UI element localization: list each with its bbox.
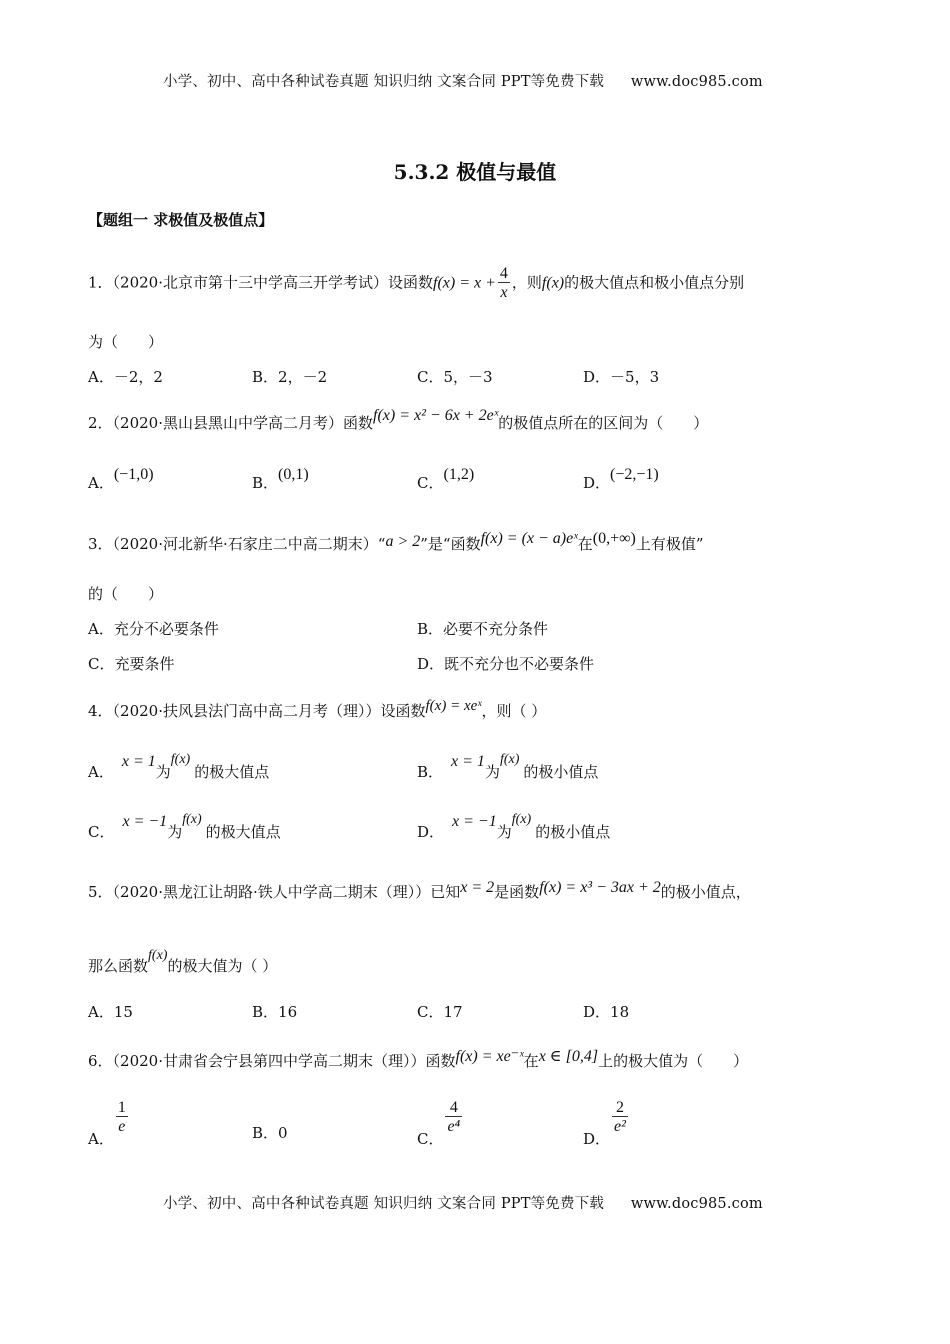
group-heading: 【题组一 求极值及极值点】 [88, 211, 274, 229]
formula: a > 2 [385, 533, 421, 550]
formula: f(x) = x² − 6x + 2eˣ [373, 407, 499, 424]
option-value: (−2,−1) [610, 466, 659, 483]
formula: x = 1 [451, 753, 485, 770]
option-a[interactable]: A．充分不必要条件 [88, 620, 219, 638]
question-6 [88, 1050, 748, 1071]
formula: f(x) = xeˣ [425, 698, 482, 714]
formula: f(x) = (x − a)eˣ [480, 530, 578, 547]
formula: f(x) [182, 812, 202, 827]
formula: f(x) = x³ − 3ax + 2 [539, 879, 661, 896]
option-text: 为 [155, 763, 171, 781]
numerator: 2 [615, 1099, 624, 1116]
question-text: （2020·甘肃省会宁县第四中学高二期末（理））函数 [112, 1052, 456, 1070]
numerator: 4 [499, 265, 508, 282]
option-label: C． [417, 1129, 444, 1148]
question-text: 的极值点所在的区间为（ ） [498, 414, 709, 432]
fraction [445, 1100, 462, 1135]
option-label: D． [417, 823, 445, 841]
question-text: （2020·黑龙江让胡路·铁人中学高二期末（理））已知 [112, 883, 461, 901]
option-text: 的极小值点 [535, 823, 611, 841]
formula: x = −1 [452, 813, 497, 830]
fraction [498, 266, 510, 301]
option-d[interactable] [583, 466, 659, 493]
option-value: (−1,0) [113, 466, 154, 483]
question-text: 在 [523, 1052, 539, 1070]
option-d[interactable]: D．－5，3 [583, 368, 660, 386]
question-1-cont: 为（ ） [88, 333, 164, 351]
formula: f(x) = xe⁻ˣ [455, 1048, 524, 1065]
option-a[interactable] [88, 466, 154, 493]
denominator: e⁴ [447, 1118, 461, 1135]
option-b[interactable] [417, 752, 599, 782]
option-text: 的极小值点 [523, 763, 599, 781]
page-title: 5.3.2 极值与最值 [393, 160, 557, 184]
option-d[interactable] [583, 1099, 630, 1148]
option-c[interactable] [88, 812, 281, 842]
option-label: B． [417, 763, 444, 781]
question-text: 那么函数 [88, 957, 149, 975]
question-number: 6． [88, 1052, 113, 1070]
question-3 [88, 530, 704, 554]
option-label: D． [583, 1129, 611, 1148]
formula: x ∈ [0,4] [538, 1048, 599, 1065]
question-text: 的极大值为（ ） [167, 957, 278, 975]
option-text: 为 [167, 823, 183, 841]
question-text: 上的极大值为（ ） [598, 1052, 749, 1070]
question-number: 1． [88, 273, 113, 292]
formula: f(x) [541, 274, 565, 292]
question-text: 是函数 [494, 883, 540, 901]
option-b[interactable] [252, 466, 309, 493]
question-text: （2020·黑山县黑山中学高二月考）函数 [112, 414, 373, 432]
option-text: 为 [496, 823, 512, 841]
option-value: 0 [278, 1124, 288, 1142]
question-text: 在 [577, 535, 593, 553]
option-label: A． [88, 1129, 114, 1148]
option-b[interactable]: B．16 [252, 1003, 298, 1021]
option-value: (0,1) [278, 466, 309, 483]
formula: x = 1 [121, 753, 156, 770]
option-text: 的极大值点 [194, 763, 270, 781]
header-text: 小学、初中、高中各种试卷真题 知识归纳 文案合同 PPT等免费下载 [163, 74, 605, 90]
option-label: C． [417, 474, 444, 492]
header-site[interactable]: www.doc985.com [630, 74, 763, 90]
page-header [163, 70, 763, 91]
option-text: 的极大值点 [205, 823, 281, 841]
option-b[interactable]: B．必要不充分条件 [417, 620, 549, 638]
option-label: D． [583, 474, 611, 492]
option-a[interactable]: A．－2，2 [88, 368, 163, 386]
option-value: (1,2) [443, 466, 475, 483]
option-d[interactable]: D．18 [583, 1003, 630, 1021]
option-label: A． [88, 474, 114, 492]
question-number: 3． [88, 535, 113, 553]
question-5 [88, 881, 751, 902]
option-b[interactable] [252, 1122, 288, 1143]
question-5-cont [88, 948, 278, 976]
formula: x = 2 [460, 879, 495, 896]
question-text: （2020·北京市第十三中学高三开学考试）设函数 [112, 273, 433, 292]
option-a[interactable] [88, 752, 270, 782]
option-b[interactable]: B．2，－2 [252, 368, 328, 386]
option-d[interactable]: D．既不充分也不必要条件 [417, 655, 595, 673]
denominator: x [498, 282, 510, 301]
option-c[interactable]: C．充要条件 [88, 655, 175, 673]
option-a[interactable] [88, 1099, 130, 1148]
denominator: e [116, 1116, 128, 1135]
question-2 [88, 407, 709, 433]
option-c[interactable]: C．5，－3 [417, 368, 493, 386]
question-text: （2020·河北新华·石家庄二中高二期末）“ [112, 535, 386, 553]
denominator: e² [614, 1118, 626, 1135]
question-number: 4． [88, 702, 113, 720]
option-text: 为 [484, 763, 500, 781]
formula: f(x) [170, 752, 191, 767]
question-number: 5． [88, 883, 113, 901]
formula: f(x) [511, 812, 532, 827]
question-number: 2． [88, 414, 113, 432]
footer-site[interactable]: www.doc985.com [630, 1196, 763, 1212]
formula: f(x) [499, 752, 520, 767]
footer-text: 小学、初中、高中各种试卷真题 知识归纳 文案合同 PPT等免费下载 [163, 1196, 605, 1212]
question-text: 上有极值” [635, 535, 704, 553]
option-label: A． [88, 763, 114, 781]
question-1 [88, 266, 744, 301]
formula: f(x) [148, 948, 168, 963]
question-text: 的极小值点， [660, 883, 751, 901]
formula: f(x) = x + [433, 274, 496, 292]
question-3-cont: 的（ ） [88, 585, 164, 603]
question-text: ”是“函数 [420, 535, 481, 553]
option-d[interactable] [417, 812, 611, 842]
question-text: 的极大值点和极小值点分别 [564, 273, 745, 292]
question-text: ，则 [511, 273, 542, 292]
question-text: ，则（ ） [481, 702, 547, 720]
formula: (0,+∞) [592, 530, 636, 547]
question-4 [88, 700, 546, 721]
option-label: C． [88, 823, 115, 841]
question-text: （2020·扶风县法门高中高二月考（理））设函数 [112, 702, 426, 720]
fraction [116, 1100, 128, 1135]
numerator: 4 [449, 1099, 458, 1116]
option-c[interactable] [417, 466, 475, 493]
option-a[interactable]: A．15 [88, 1003, 133, 1021]
formula: x = −1 [122, 813, 168, 830]
numerator: 1 [117, 1099, 126, 1116]
option-c[interactable]: C．17 [417, 1003, 463, 1021]
option-label: B． [252, 474, 279, 492]
fraction [612, 1100, 628, 1135]
page-footer [163, 1192, 763, 1213]
option-c[interactable] [417, 1099, 464, 1148]
option-label: B． [252, 1124, 279, 1142]
